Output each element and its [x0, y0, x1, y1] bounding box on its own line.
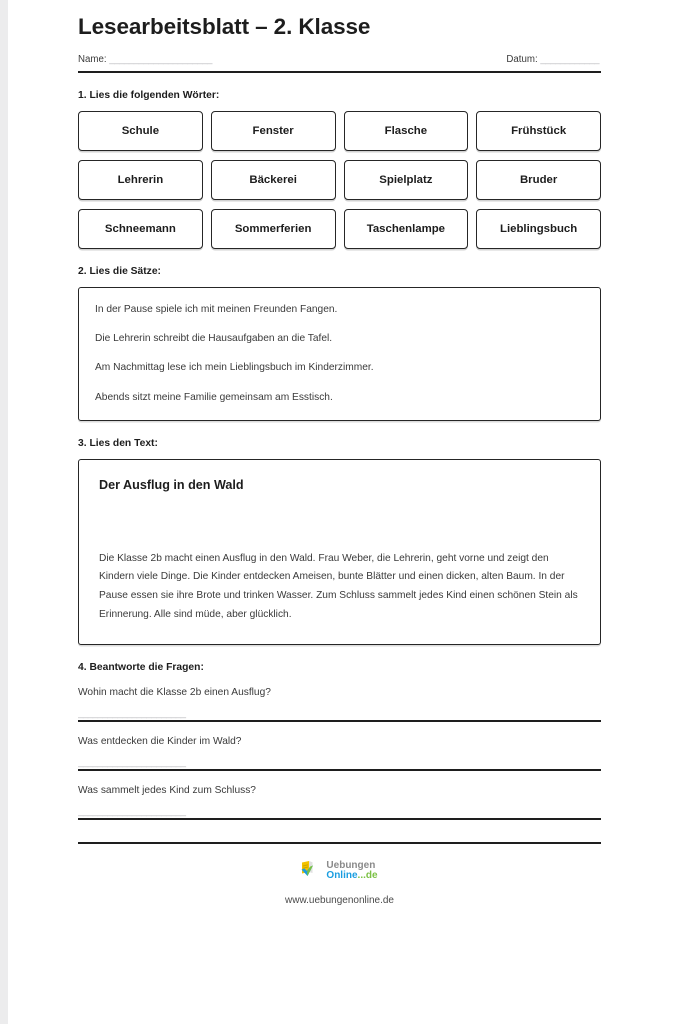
- section-heading-text: 3. Lies den Text:: [78, 437, 158, 449]
- footer: [78, 860, 601, 906]
- section-heading-sentences: 2. Lies die Sätze:: [78, 265, 161, 277]
- story-body: Die Klasse 2b macht einen Ausflug in den Wald. Frau Weber, die Lehrerin, geht vorne und zeigt den Kindern viele Dinge. Die Kinder entdecken Ameisen, bunte Blätter und einen dicken, alten Baum. In der Pause essen sie ihre Brote und trinken Wasser. Zum Schluss sammelt jedes Kind einen schönen Stein als Erinnerung. Alle sind müde, aber glücklich.: [99, 552, 578, 620]
- answer-blank-line[interactable]: ______________________: [78, 710, 186, 720]
- book-check-icon: [301, 860, 323, 882]
- word-box[interactable]: Lehrerin: [78, 160, 203, 200]
- logo-online-text: Online: [326, 870, 358, 882]
- site-logo[interactable]: [301, 860, 377, 882]
- answer-blank-line[interactable]: ______________________: [78, 808, 186, 818]
- sentence-item: In der Pause spiele ich mit meinen Freunden Fangen.: [95, 303, 338, 315]
- answer-area[interactable]: [78, 808, 601, 820]
- answer-divider: [78, 720, 601, 722]
- name-field: [78, 54, 212, 65]
- reading-text-panel: [78, 459, 601, 646]
- word-box[interactable]: Frühstück: [476, 111, 601, 151]
- story-title: Der Ausflug in den Wald: [99, 477, 244, 492]
- logo-line-online: [326, 871, 377, 881]
- page-gutter: [0, 0, 8, 1024]
- logo-de-text: ...de: [357, 870, 378, 882]
- word-box[interactable]: Bruder: [476, 160, 601, 200]
- answer-blank-line[interactable]: ______________________: [78, 759, 186, 769]
- logo-wordmark: [326, 861, 377, 881]
- answer-area[interactable]: [78, 759, 601, 771]
- word-box[interactable]: Fenster: [211, 111, 336, 151]
- question-item: Wohin macht die Klasse 2b einen Ausflug?: [78, 687, 271, 699]
- sentence-item: Abends sitzt meine Familie gemeinsam am Esstisch.: [95, 391, 333, 403]
- page-title: Lesearbeitsblatt – 2. Klasse: [78, 14, 371, 39]
- sentence-item: Am Nachmittag lese ich mein Lieblingsbuch im Kinderzimmer.: [95, 362, 374, 374]
- word-box[interactable]: Schneemann: [78, 209, 203, 249]
- word-box[interactable]: Flasche: [344, 111, 469, 151]
- name-blank-line[interactable]: _____________________: [109, 53, 212, 65]
- answer-divider: [78, 769, 601, 771]
- word-grid: [78, 111, 601, 249]
- sentences-panel: [78, 287, 601, 421]
- site-url[interactable]: www.uebungenonline.de: [285, 895, 394, 907]
- worksheet-page: [8, 0, 683, 1024]
- word-box[interactable]: Lieblingsbuch: [476, 209, 601, 249]
- word-box[interactable]: Bäckerei: [211, 160, 336, 200]
- section-heading-words: 1. Lies die folgenden Wörter:: [78, 89, 220, 101]
- date-label: Datum:: [506, 53, 538, 65]
- answer-area[interactable]: [78, 710, 601, 722]
- date-blank-line[interactable]: ____________: [540, 53, 599, 65]
- word-box[interactable]: Taschenlampe: [344, 209, 469, 249]
- word-box[interactable]: Spielplatz: [344, 160, 469, 200]
- logo-line-uebungen: Uebungen: [326, 860, 376, 872]
- student-info-row: [78, 54, 601, 65]
- footer-divider: [78, 842, 601, 844]
- header-divider: [78, 71, 601, 73]
- section-heading-questions: 4. Beantworte die Fragen:: [78, 662, 204, 674]
- answer-divider: [78, 818, 601, 820]
- date-field: [506, 54, 601, 65]
- question-item: Was entdecken die Kinder im Wald?: [78, 736, 242, 748]
- question-item: Was sammelt jedes Kind zum Schluss?: [78, 785, 256, 797]
- word-box[interactable]: Sommerferien: [211, 209, 336, 249]
- word-box[interactable]: Schule: [78, 111, 203, 151]
- sentence-item: Die Lehrerin schreibt die Hausaufgaben an die Tafel.: [95, 333, 333, 345]
- name-label: Name:: [78, 53, 107, 65]
